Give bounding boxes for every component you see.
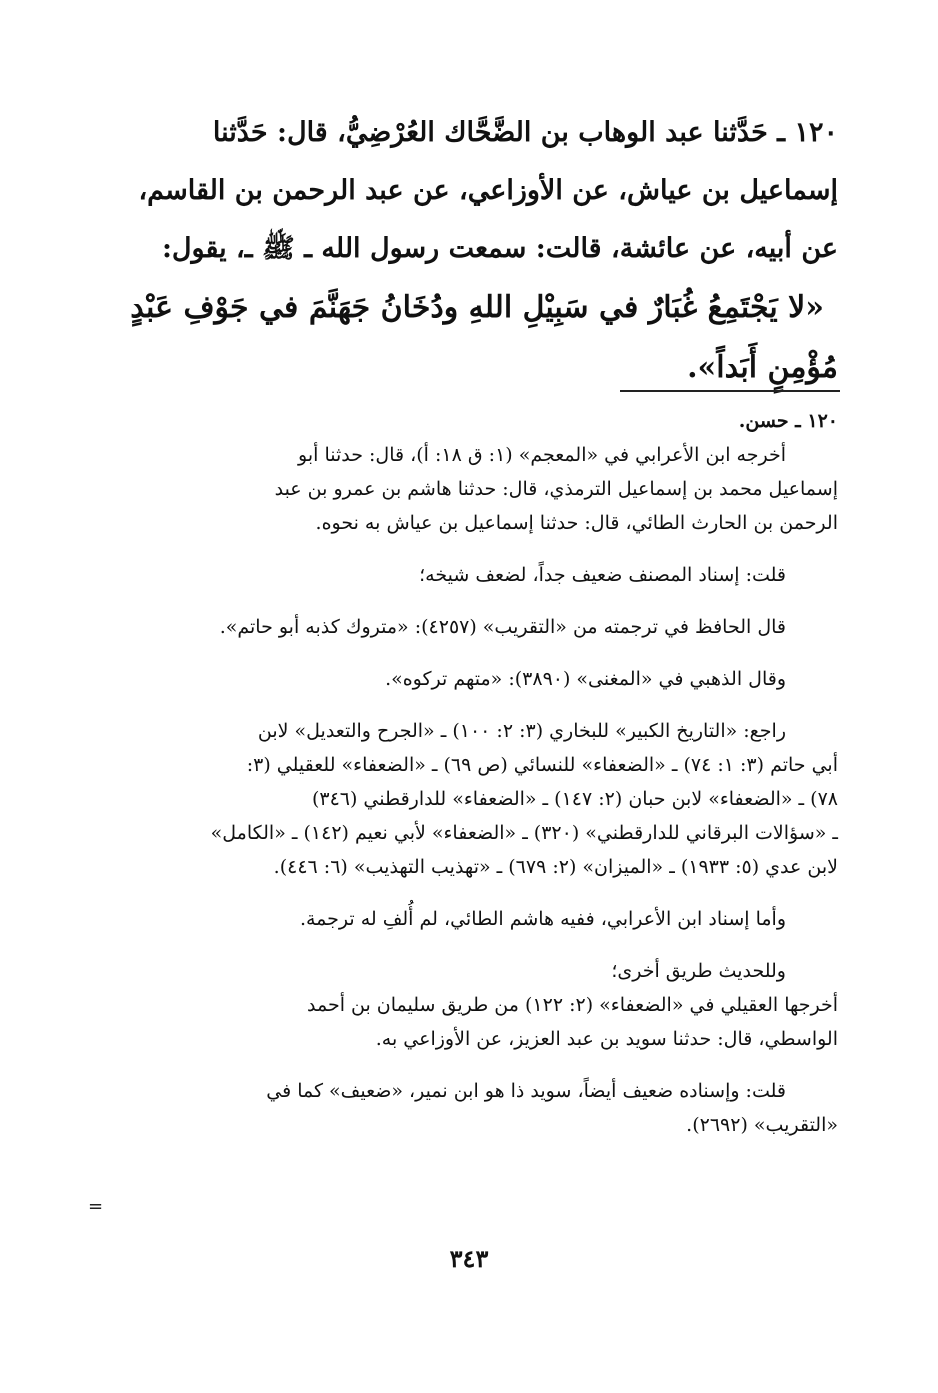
footnote-divider	[620, 390, 840, 392]
continuation-mark: =	[88, 1196, 104, 1217]
note-paragraph	[100, 610, 838, 644]
note-line: الرحمن بن الحارث الطائي، قال: حدثنا إسماعيل بن عياش به نحوه.	[315, 512, 838, 534]
hadith-text	[98, 104, 838, 398]
note-line: وقال الذهبي في «المغنى» (٣٨٩٠): «متهم تركوه».	[385, 668, 786, 690]
note-line: لابن عدي (٥: ١٩٣٣) ـ «الميزان» (٢: ٦٧٩) ـ «تهذيب التهذيب» (٦: ٤٤٦).	[273, 856, 838, 878]
note-line: وأما إسناد ابن الأعرابي، ففيه هاشم الطائي، لم أُلفِ له ترجمة.	[299, 908, 786, 930]
note-line: قلت: إسناد المصنف ضعيف جداً، لضعف شيخه؛	[419, 564, 786, 586]
hadith-matn-line: «لا يَجْتَمِعُ غُبَارٌ في سَبِيْلِ اللهِ ودُخَانُ جَهَنَّمَ في جَوْفِ عَبْدٍ	[130, 290, 824, 325]
note-line: ٧٨) ـ «الضعفاء» لابن حبان (٢: ١٤٧) ـ «الضعفاء» للدارقطني (٣٤٦)	[311, 788, 838, 810]
note-line: «التقريب» (٢٦٩٢).	[686, 1114, 838, 1136]
note-line: الواسطي، قال: حدثنا سويد بن عبد العزيز، عن الأوزاعي به.	[375, 1028, 838, 1050]
note-paragraph	[100, 558, 838, 592]
note-paragraph	[100, 714, 838, 884]
note-line: راجع: «التاريخ الكبير» للبخاري (٣: ٢: ١٠٠) ـ «الجرح والتعديل» لابن	[257, 720, 786, 742]
hadith-isnad-line: ١٢٠ ـ حَدَّثنا عبد الوهاب بن الضَّحَّاك العُرْضِيُّ، قال: حَدَّثنا	[212, 117, 838, 148]
hadith-isnad-line: إسماعيل بن عياش، عن الأوزاعي، عن عبد الرحمن بن القاسم،	[138, 175, 838, 206]
note-line: أبي حاتم (٣: ١: ٧٤) ـ «الضعفاء» للنسائي (ص ٦٩) ـ «الضعفاء» للعقيلي (٣:	[246, 754, 838, 776]
note-line: ـ «سؤالات البرقاني للدارقطني» (٣٢٠) ـ «الضعفاء» لأبي نعيم (١٤٢) ـ «الكامل»	[210, 822, 838, 844]
note-line: أخرجها العقيلي في «الضعفاء» (٢: ١٢٢) من طريق سليمان بن أحمد	[307, 994, 838, 1016]
note-paragraph	[100, 902, 838, 936]
note-paragraph	[100, 1074, 838, 1142]
note-line: إسماعيل محمد بن إسماعيل الترمذي، قال: حدثنا هاشم بن عمرو بن عبد	[274, 478, 838, 500]
note-paragraph	[100, 662, 838, 696]
hadith-grade: ١٢٠ ـ حسن.	[738, 410, 838, 432]
hadith-matn-line: مُؤْمِنٍ أَبَداً».	[687, 350, 838, 385]
footnotes	[100, 404, 838, 1142]
note-line: وللحديث طريق أخرى؛	[611, 960, 786, 982]
note-paragraph	[100, 988, 838, 1056]
note-line: أخرجه ابن الأعرابي في «المعجم» (١: ق ١٨: أ)، قال: حدثنا أبو	[298, 444, 786, 466]
note-line: قلت: وإسناده ضعيف أيضاً، سويد ذا هو ابن نمير، «ضعيف» كما في	[266, 1080, 786, 1102]
note-line: قال الحافظ في ترجمته من «التقريب» (٤٢٥٧): «متروك كذبه أبو حاتم».	[219, 616, 786, 638]
page-number: ٣٤٣	[449, 1244, 489, 1273]
hadith-isnad-line: عن أبيه، عن عائشة، قالت: سمعت رسول الله ـ ﷺ ـ، يقول:	[161, 233, 838, 264]
note-paragraph	[100, 954, 838, 988]
note-paragraph	[100, 438, 838, 540]
